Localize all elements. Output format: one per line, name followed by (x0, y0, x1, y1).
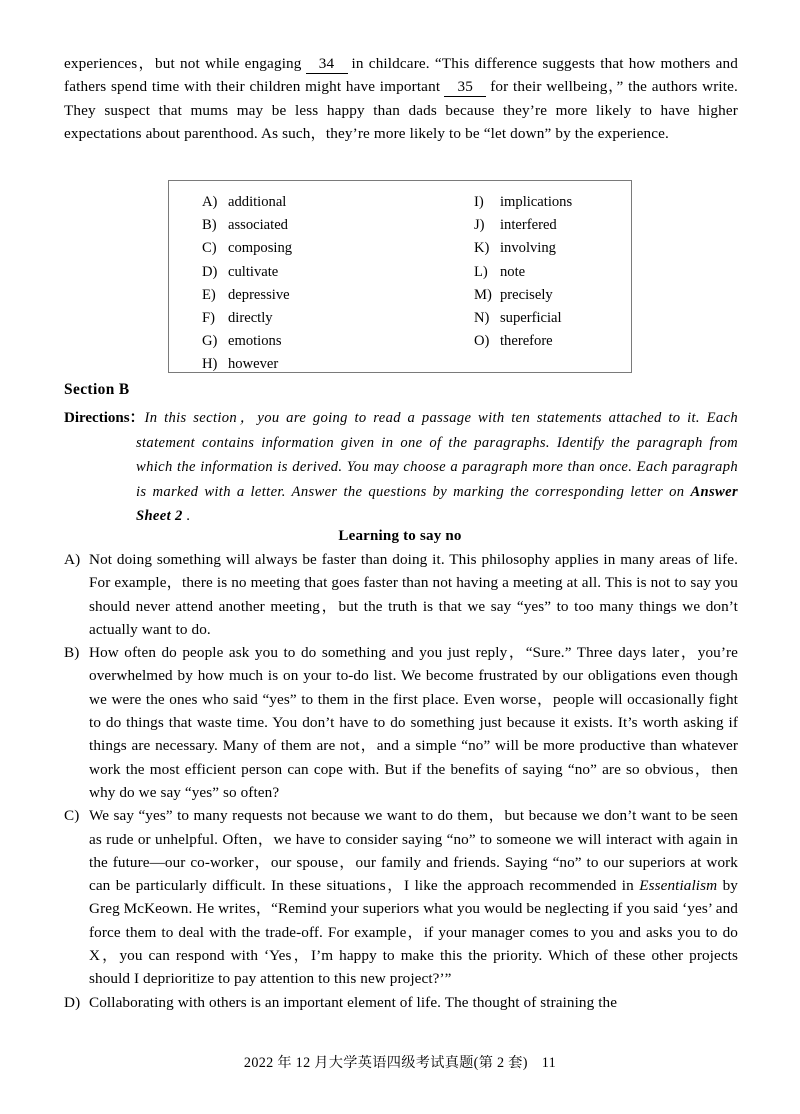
paragraph-text-d: Collaborating with others is an important element of life. The thought of straining the (89, 993, 618, 1011)
word-bank-option-m[interactable] (474, 284, 572, 307)
option-letter-o: O) (474, 333, 490, 350)
option-word-f: directly (228, 310, 273, 327)
option-word-g: emotions (228, 333, 282, 350)
word-bank-option-h[interactable] (202, 353, 292, 376)
option-letter-j: J) (474, 217, 485, 234)
section-b-heading: Section B (64, 381, 130, 398)
word-bank-option-g[interactable] (202, 330, 292, 353)
option-word-l: note (500, 263, 526, 280)
intro-text-between-blanks: in childcare. “This difference suggests that how mothers and fathers spend time with their children might have important (64, 55, 738, 96)
option-word-i: implications (500, 194, 573, 210)
paragraph-text-c-part1: We say “yes” to many requests not because we want to do them，but because we don’t want to be seen as rude or unhelpful. Often，we have to consider saying “no” to someone we will interact with again in the future—our co-worker，our spouse，our family and friends. Saying “no” to our superiors at work can be particularly difficult. In these situations，I like the approach recommended in (89, 807, 738, 895)
intro-paragraph-block (64, 52, 738, 145)
intro-text-before-blank-34: experiences，but not while engaging (64, 55, 302, 72)
page-number: 11 (541, 1055, 557, 1071)
option-letter-a: A) (202, 194, 218, 210)
footer-source: 2022 年 12 月大学英语四级考试真题(第 2 套) (243, 1055, 528, 1071)
paragraph-marker-a: A) (64, 551, 81, 568)
option-word-n: superficial (500, 310, 562, 327)
word-bank-option-f[interactable] (202, 307, 292, 330)
option-letter-g: G) (202, 333, 218, 350)
option-letter-k: K) (474, 240, 490, 257)
answer-sheet-reference: Answer Sheet 2 (136, 483, 738, 524)
option-word-d: cultivate (228, 263, 279, 280)
passage-paragraph-d (64, 991, 738, 1014)
option-letter-l: L) (474, 263, 488, 280)
word-bank-option-c[interactable] (202, 237, 292, 260)
word-bank-option-i[interactable] (474, 191, 572, 214)
directions-label: Directions： (64, 410, 145, 426)
option-letter-c: C) (202, 240, 217, 257)
word-bank-option-j[interactable] (474, 214, 572, 237)
paragraph-marker-c: C) (64, 807, 80, 825)
paragraph-marker-d: D) (64, 993, 81, 1011)
passage-paragraph-a (64, 548, 738, 641)
option-word-c: composing (228, 240, 293, 257)
paragraph-text-a: Not doing something will always be faster than doing it. This philosophy applies in many areas of life. For example，there is no meeting that goes faster than not having a meeting at all. This is not to say you should never attend another meeting，but the truth is that we say “yes” to too many things we don’t actually want to do. (89, 551, 738, 638)
passage-body (64, 548, 738, 1014)
blank-35[interactable]: 35 (444, 78, 486, 97)
word-bank-option-l[interactable] (474, 261, 572, 284)
word-bank-option-n[interactable] (474, 307, 572, 330)
option-letter-i: I) (474, 194, 484, 210)
word-bank-option-a[interactable] (202, 191, 292, 214)
word-bank-option-b[interactable] (202, 214, 292, 237)
option-letter-n: N) (474, 310, 490, 327)
paragraph-text-b: How often do people ask you to do something and you just reply，“Sure.” Three days later，you’re overwhelmed by how much is on your to-do list. We become frustrated by our obligations even though we were the ones who said “yes” to them in the first place. Even worse，people will occasionally fight to do things that waste time. You don’t have to do something just because it exists. It’s worth asking if things are necessary. Many of them are not，and a simple “no” will be more productive than whatever work the most efficient person can cope with. But if the benefits of saying “no” are so obvious，then why do we say “yes” so often? (89, 644, 738, 801)
directions-text-part2: . (182, 508, 191, 524)
passage-paragraph-b (64, 641, 738, 804)
word-bank-left-column (202, 191, 292, 377)
page-footer (0, 1052, 800, 1072)
directions-text (64, 406, 738, 529)
passage-paragraph-c (64, 804, 738, 990)
word-bank-right-column (474, 191, 572, 353)
word-bank-option-o[interactable] (474, 330, 572, 353)
paragraph-text-c-part2: by Greg McKeown. He writes，“Remind your superiors what you would be neglecting if you said ‘yes’ and force them to deal with the trade-off. For example，if your manager comes to you and asks you to do X，you can respond with ‘Yes，I’m happy to make this the priority. Which of these other projects should I deprioritize to pay attention to this new project?’” (89, 877, 738, 988)
option-word-o: therefore (500, 333, 553, 350)
directions-block (64, 406, 738, 529)
word-bank-option-e[interactable] (202, 284, 292, 307)
word-bank-box (168, 180, 632, 373)
book-title-essentialism: Essentialism (639, 877, 718, 895)
option-word-m: precisely (500, 286, 553, 303)
paragraph-marker-b: B) (64, 644, 80, 662)
option-letter-f: F) (202, 310, 215, 327)
option-letter-e: E) (202, 286, 216, 303)
option-letter-d: D) (202, 263, 218, 280)
word-bank-option-d[interactable] (202, 261, 292, 284)
intro-text-after-blank-35: for their wellbeing，” the authors write. They suspect that mums may be less happy than dads because they’re more likely to have higher expectations about parenthood. As such，they’re more likely to be “let down” by the experience. (64, 78, 738, 142)
word-bank-inner (169, 181, 631, 372)
blank-34[interactable]: 34 (306, 55, 348, 74)
option-word-k: involving (500, 240, 556, 257)
option-word-e: depressive (228, 286, 290, 303)
option-letter-m: M) (474, 286, 492, 303)
option-letter-b: B) (202, 217, 217, 234)
intro-paragraph (64, 52, 738, 145)
option-word-b: associated (228, 217, 288, 234)
option-word-h: however (228, 356, 279, 373)
directions-text-part1: In this section，you are going to read a passage with ten statements attached to it. Each statement contains information given in one of the paragraphs. Identify the paragraph from which the information is derived. You may choose a paragraph more than once. Each paragraph is marked with a letter. Answer the questions by marking the corresponding letter on (136, 410, 738, 500)
passage-title: Learning to say no (338, 528, 462, 544)
option-letter-h: H) (202, 356, 218, 373)
option-word-j: interfered (500, 217, 557, 234)
option-word-a: additional (228, 194, 287, 210)
word-bank-option-k[interactable] (474, 237, 572, 260)
